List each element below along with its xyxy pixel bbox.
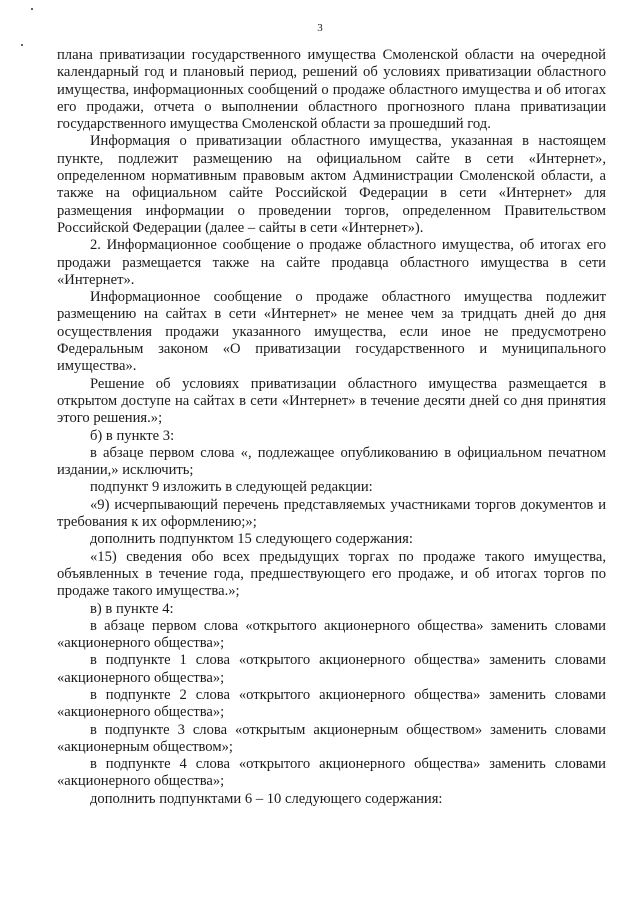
paragraph: в подпункте 3 слова «открытым акционерным обществом» заменить словами «акционерным обществом»; <box>57 721 606 755</box>
scan-speck <box>21 44 23 46</box>
paragraph: Решение об условиях приватизации областного имущества размещается в открытом доступе на сайтах в сети «Интернет» в течение десяти дней со дня принятия этого решения.»; <box>57 375 606 427</box>
paragraph: дополнить подпунктами 6 – 10 следующего содержания: <box>90 790 443 807</box>
paragraph: в подпункте 1 слова «открытого акционерного общества» заменить словами «акционерного общества»; <box>57 652 606 686</box>
paragraph: 2. Информационное сообщение о продаже областного имущества, об итогах его продажи размещается также на сайте продавца областного имущества в сети «Интернет». <box>57 237 606 288</box>
paragraph: Информация о приватизации областного имущества, указанная в настоящем пункте, подлежит размещению на официальном сайте в сети «Интернет», определенном нормативным правовым актом Администрации Смоленской области, а также на официальном сайте Российской Федерации в сети «Интернет» для размещения информации о проведении торгов, определенном Правительством Российской Федерации (далее – сайты в сети «Интернет»). <box>57 133 606 236</box>
paragraph: «15) сведения обо всех предыдущих торгах по продаже такого имущества, объявленных в течение года, предшествующего его продаже, и об итогах торгов по продаже такого имущества.»; <box>57 548 606 600</box>
paragraph: в подпункте 2 слова «открытого акционерного общества» заменить словами «акционерного общества»; <box>57 686 606 721</box>
paragraph: дополнить подпунктом 15 следующего содержания: <box>90 531 413 548</box>
paragraph: б) в пункте 3: <box>90 427 175 444</box>
paragraph: «9) исчерпывающий перечень представляемых участниками торгов документов и требования к их оформлению;»; <box>57 496 606 531</box>
page-number: 3 <box>317 22 323 34</box>
paragraph: в абзаце первом слова «открытого акционерного общества» заменить словами «акционерного общества»; <box>57 617 606 652</box>
scan-speck <box>31 8 33 10</box>
paragraph: в) в пункте 4: <box>90 600 174 617</box>
paragraph: в абзаце первом слова «, подлежащее опубликованию в официальном печатном издании,» исключить; <box>57 444 606 479</box>
paragraph: подпункт 9 изложить в следующей редакции: <box>90 479 373 496</box>
document-body <box>57 47 606 808</box>
paragraph: в подпункте 4 слова «открытого акционерного общества» заменить словами «акционерного общества»; <box>57 756 606 790</box>
paragraph: Информационное сообщение о продаже областного имущества подлежит размещению на сайтах в сети «Интернет» не менее чем за тридцать дней до дня осуществления продажи указанного имущества, если иное не предусмотрено Федеральным законом «О приватизации государственного и муниципального имущества». <box>57 289 606 375</box>
paragraph: плана приватизации государственного имущества Смоленской области на очередной календарный год и плановый период, решений об условиях приватизации областного имущества, информационных сообщений о продаже областного имущества и об итогах его продажи, отчета о выполнении областного прогнозного плана приватизации государственного имущества Смоленской области за прошедший год. <box>57 47 606 133</box>
